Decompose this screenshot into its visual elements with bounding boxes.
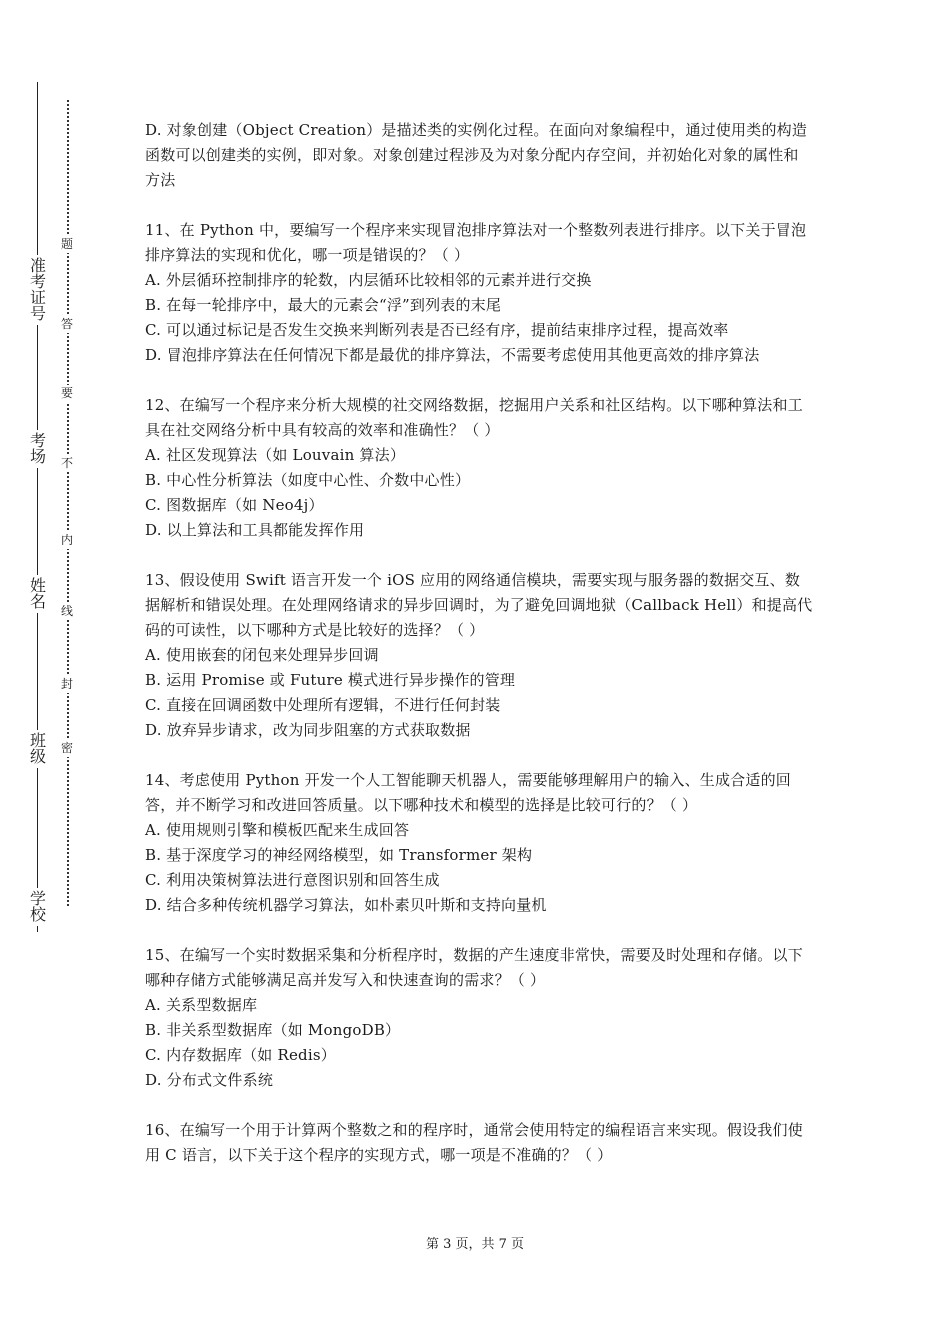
option-c: C. 内存数据库（如 Redis） bbox=[145, 1046, 336, 1064]
option-b: B. 非关系型数据库（如 MongoDB） bbox=[145, 1021, 401, 1039]
option-d: D. 结合多种传统机器学习算法，如朴素贝叶斯和支持向量机 bbox=[145, 896, 547, 914]
field-exam-room bbox=[24, 430, 52, 468]
option-d: D. 冒泡排序算法在任何情况下都是最优的排序算法，不需要考虑使用其他更高效的排序算法 bbox=[145, 346, 760, 364]
seal-char: 封 bbox=[60, 677, 73, 691]
option-b: B. 运用 Promise 或 Future 模式进行异步操作的管理 bbox=[145, 671, 516, 689]
question-stem: 15、在编写一个实时数据采集和分析程序时，数据的产生速度非常快，需要及时处理和存储。以下哪种存储方式能够满足高并发写入和快速查询的需求？（ ） bbox=[145, 946, 803, 989]
field-name bbox=[24, 575, 52, 613]
option-b: B. 基于深度学习的神经网络模型，如 Transformer 架构 bbox=[145, 846, 533, 864]
seal-char: 线 bbox=[60, 604, 73, 618]
option-b: B. 在每一轮排序中，最大的元素会“浮”到列表的末尾 bbox=[145, 296, 502, 314]
option-b: B. 中心性分析算法（如度中心性、介数中心性） bbox=[145, 471, 471, 489]
question-stem: 13、假设使用 Swift 语言开发一个 iOS 应用的网络通信模块，需要实现与服务器的数据交互、数据解析和错误处理。在处理网络请求的异步回调时，为了避免回调地狱（Callback Hell）和提高代码的可读性，以下哪种方式是比较好的选择？（ ） bbox=[145, 571, 813, 639]
seal-char: 要 bbox=[60, 386, 73, 400]
option-d: D. 分布式文件系统 bbox=[145, 1071, 274, 1089]
binding-margin bbox=[0, 0, 80, 1344]
field-exam-room-label: 考场 bbox=[29, 431, 46, 466]
question-12 bbox=[145, 393, 813, 543]
question-stem: 11、在 Python 中，要编写一个程序来实现冒泡排序算法对一个整数列表进行排序。以下关于冒泡排序算法的实现和优化，哪一项是错误的？（ ） bbox=[145, 221, 807, 264]
question-stem: 14、考虑使用 Python 开发一个人工智能聊天机器人，需要能够理解用户的输入、生成合适的回答，并不断学习和改进回答质量。以下哪种技术和模型的选择是比较可行的？（ ） bbox=[145, 771, 791, 814]
seal-char: 不 bbox=[60, 456, 73, 470]
field-exam-number-label: 准考证号 bbox=[29, 256, 46, 323]
field-exam-number bbox=[24, 255, 52, 325]
question-stem: 12、在编写一个程序来分析大规模的社交网络数据，挖掘用户关系和社区结构。以下哪种算法和工具在社交网络分析中具有较高的效率和准确性？（ ） bbox=[145, 396, 803, 439]
field-class bbox=[24, 730, 52, 768]
option-d: D. 放弃异步请求，改为同步阻塞的方式获取数据 bbox=[145, 721, 471, 739]
field-name-label: 姓名 bbox=[29, 576, 46, 611]
seal-char: 答 bbox=[60, 317, 73, 331]
question-stem: 16、在编写一个用于计算两个整数之和的程序时，通常会使用特定的编程语言来实现。假设我们使用 C 语言，以下关于这个程序的实现方式，哪一项是不准确的？（ ） bbox=[145, 1121, 803, 1164]
question-13 bbox=[145, 568, 813, 743]
binding-dotted-line bbox=[67, 100, 69, 906]
field-school bbox=[24, 888, 52, 926]
seal-char: 密 bbox=[60, 741, 73, 755]
page-number: 第 3 页，共 7 页 bbox=[425, 1237, 525, 1252]
question-11 bbox=[145, 218, 813, 368]
option-a: A. 外层循环控制排序的轮数，内层循环比较相邻的元素并进行交换 bbox=[145, 271, 592, 289]
binding-solid-line bbox=[37, 82, 38, 932]
question-14 bbox=[145, 768, 813, 918]
option-d: D. 以上算法和工具都能发挥作用 bbox=[145, 521, 365, 539]
option-a: A. 关系型数据库 bbox=[145, 996, 258, 1014]
seal-char: 题 bbox=[60, 237, 73, 251]
option-a: A. 社区发现算法（如 Louvain 算法） bbox=[145, 446, 406, 464]
option-c: C. 直接在回调函数中处理所有逻辑，不进行任何封装 bbox=[145, 696, 501, 714]
field-class-label: 班级 bbox=[29, 731, 46, 766]
previous-question-tail bbox=[145, 118, 813, 193]
field-school-label: 学校 bbox=[29, 889, 46, 924]
option-c: C. 图数据库（如 Neo4j） bbox=[145, 496, 324, 514]
question-15 bbox=[145, 943, 813, 1093]
seal-char: 内 bbox=[60, 533, 73, 547]
question-16 bbox=[145, 1118, 813, 1168]
option-a: A. 使用规则引擎和模板匹配来生成回答 bbox=[145, 821, 410, 839]
option-c: C. 可以通过标记是否发生交换来判断列表是否已经有序，提前结束排序过程，提高效率 bbox=[145, 321, 729, 339]
option-a: A. 使用嵌套的闭包来处理异步回调 bbox=[145, 646, 379, 664]
question-content bbox=[145, 118, 813, 1193]
option-c: C. 利用决策树算法进行意图识别和回答生成 bbox=[145, 871, 440, 889]
option-text: D. 对象创建（Object Creation）是描述类的实例化过程。在面向对象编程中，通过使用类的构造函数可以创建类的实例，即对象。对象创建过程涉及为对象分配内存空间，并初始化对象的属性和方法 bbox=[145, 121, 808, 189]
